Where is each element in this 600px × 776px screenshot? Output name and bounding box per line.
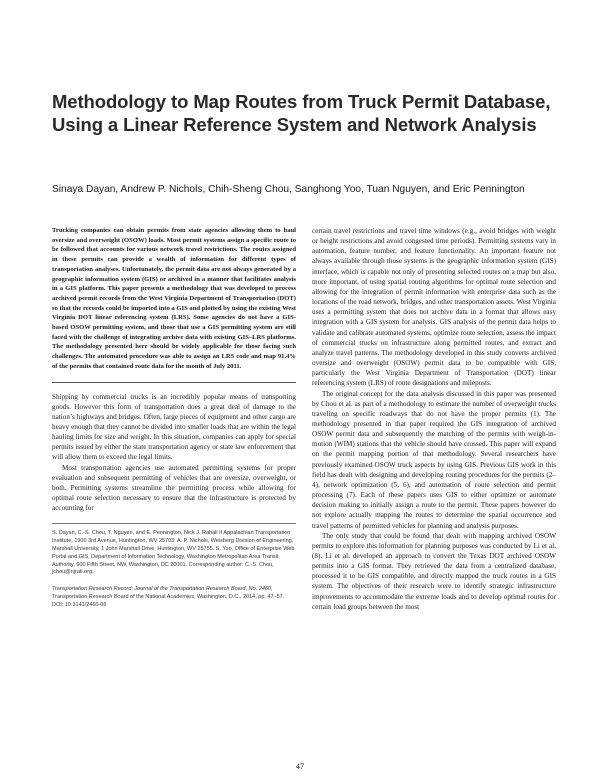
author-affiliations: S. Dayan, C.-S. Chou, T. Nguyen, and E. Pennington, Nick J. Rahall II Appalachian Transportation Institute, 1900 3rd Avenue, Huntington, WV 25703. A. P. Nichols, Weisberg Division of Engineering, Marshall University, 1 John Marshall Drive, Huntington, WV 25755. S. Yoo, Office of Enterprise Web Portal and GIS, Department of Information Technology, Washington Metropolitan Area Transit Authority, 600 Fifth Street, NW, Washington, DC 20001. Corresponding author: C.-S. Chou, jchou@njrati.org. <box>52 530 295 576</box>
paragraph: The original concept for the data analysis discussed in this paper was presented by Chou et al. as part of a methodology to estimate the number of overweight trucks traveling on specific roadways that do not have the proper permits (1). The methodology presented in that paper required the GIS integration of archived OSOW permit data and subsequently the matching of the permits with weigh-in-motion (WIM) stations that the vehicle should have crossed. This paper will expand on the permit mapping portion of that methodology. Several researchers have previously examined OSOW truck aspects by using GIS. Previous GIS work in this field has dealt with designing and developing routing procedures for the permits (2–4), network optimization (5, 6), and automation of route selection and permit processing (7). Each of these papers uses GIS to either optimize or automate decision making to initially assign a route to the permit. These papers however do not explore actually mapping the routes to determine the spatial occurrence and travel patterns of permitted vehicles for planning and analysis purposes. <box>312 389 556 530</box>
journal-citation <box>52 586 296 609</box>
body-text-left <box>52 392 296 514</box>
paragraph: Shipping by commercial trucks is an incredibly popular means of transporting goods. However this form of transportation does a great deal of damage to the nation’s highways and bridges. Often, large pieces of equipment and other cargo are heavy enough that they cannot be divided into smaller loads that are within the legal hauling limits for size and weight. In this situation, companies can apply for special permits issued by either the state transportation agency or state law enforcement that will allow them to exceed the legal limits. <box>52 392 296 462</box>
footnote-divider <box>52 523 296 524</box>
page-number: 47 <box>296 762 304 771</box>
journal-name: Transportation Research Record: Journal of the Transportation Research Board, No. 2460, <box>52 586 273 593</box>
right-column <box>312 226 556 612</box>
doi: DOI: 10.3141/2460-06 <box>52 601 107 608</box>
left-column <box>52 226 296 610</box>
paper-title: Methodology to Map Routes from Truck Permit Database, Using a Linear Reference System and Network Analysis <box>52 91 551 135</box>
paragraph: The only study that could be found that dealt with mapping archived OSOW permits to explore this information for planning purposes was conducted by Li et al. (8). Li et al. developed an approach to convert the Texas DOT archived OSOW permits into a GIS format. They retrieved the data from a centralized database, processed it to be GIS compatible, and directly mapped the truck routes in a GIS system. The objectives of their research were to identify strategic infrastructure improvements to accommodate the extreme loads and to develop optimal routes for certain load groups between the most <box>312 531 556 611</box>
abstract: Trucking companies can obtain permits from state agencies allowing them to haul oversize and overweight (OSOW) loads. Most permit systems assign a specific route to be followed that accounts for various network travel restrictions. The routes assigned in these permits can provide a wealth of information for different types of transportation analyses. Unfortunately, the permit data are not always generated by a geographic information system (GIS) or archived in a manner that facilitates analysis in a GIS platform. This paper presents a methodology that was developed to process archived permit records from the West Virginia Department of Transportation (DOT) so that the records could be imported into a GIS and plotted by using the existing West Virginia DOT linear referencing system (LRS). Some agencies do not have a GIS-based OSOW permitting system, and those that use a GIS permitting system are still faced with the challenge of integrating archive data with existing GIS–LRS platforms. The methodology presented here should be widely applicable for those facing such challenges. The automated procedure was able to assign an LRS code and map 91.4% of the permits that contained route data for the month of July 2011. <box>52 227 296 370</box>
paragraph: certain travel restrictions and travel time windows (e.g., avoid bridges with weight or height restrictions and avoid congested time periods). Permitting systems vary in automation, feature number, and feature functionality. An important feature not always available through those systems is the geographic information system (GIS) interface, which is capable not only of presenting selected routes on a map but also, more important, of using spatial routing algorithms for optimal route selection and allowing for the integration of permit information with enterprise data such as the locations of the road network, bridges, and other transportation assets. West Virginia uses a permitting system that does not archive data in a format that allows easy integration with a GIS system for analysis. GIS analysis of the permit data helps to validate and calibrate automated systems, optimize route selection, assess the impact of commercial trucks on infrastructure along permitted routes, and extract and analyze travel patterns. The methodology developed in this study converts archived oversize and overweight (OSOW) permit data to be compatible with GIS, particularly the West Virginia Department of Transportation (DOT) linear referencing system (LRS) of route designations and mileposts. <box>312 227 556 388</box>
paragraph: Most transportation agencies use automated permitting systems for proper evaluation and subsequent permitting of vehicles that are oversize, overweight, or both. Permitting systems streamline the permitting process while allowing for optimal route selection necessary to ensure that the infrastructure is protected by accounting for <box>52 463 296 513</box>
journal-details: Transportation Research Board of the National Academies, Washington, D.C., 2014, pp. 47–57. <box>52 594 285 600</box>
abstract-divider <box>52 382 296 383</box>
author-list: Sinaya Dayan, Andrew P. Nichols, Chih-Sheng Chou, Sanghong Yoo, Tuan Nguyen, and Eric Pennington <box>52 184 525 195</box>
